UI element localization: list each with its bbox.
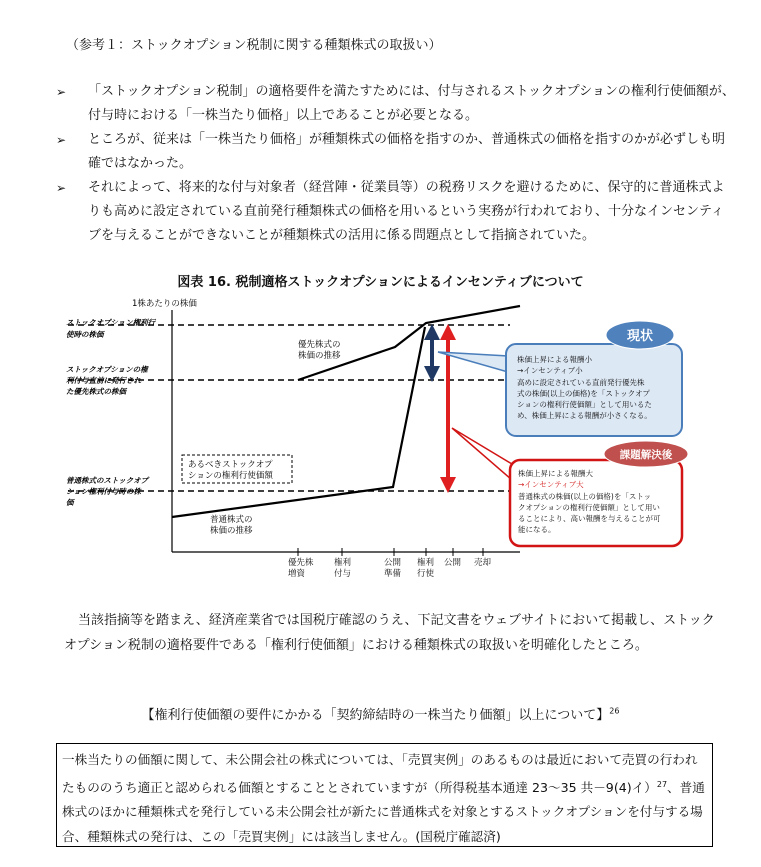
- summary-paragraph: 当該指摘等を踏まえ、経済産業省では国税庁確認のうえ、下記文書をウェブサイトにおいて掲載し、ストックオプション税制の適格要件である「権利行使価額」における種類株式の取扱いを明確化したところ。: [64, 613, 715, 653]
- bullet-list: [56, 80, 736, 248]
- level-label-exercise: ストックオプション権利行使時の株価: [66, 318, 156, 339]
- x-tick-label: 公開: [444, 558, 462, 568]
- bullet-item: [56, 128, 736, 176]
- quote-box: [56, 743, 713, 847]
- bullet-item: [56, 176, 736, 248]
- quote-text: 、普通株式のほかに種類株式を発行している未公開会社が新たに普通株式を対象とするストックオプションを付与する場合、種類株式の発行は、この「売買実例」には該当しません。(国税庁確認済): [62, 779, 705, 844]
- bullet-text: それによって、将来的な付与対象者（経営陣・従業員等）の税務リスクを避けるために、保守的に普通株式よりも高めに設定されている直前発行種類株式の価格を用いるという実務が行われており、十分なインセンティブを与えることができないことが種類株式の活用に係る問題点として指摘されていた。: [88, 180, 725, 243]
- common-series-label: 普通株式の株価の推移: [210, 515, 253, 536]
- footnote-ref[interactable]: 26: [609, 706, 620, 716]
- bullet-text: ところが、従来は「一株当たり価格」が種類株式の価格を指すのか、普通株式の価格を指すのかが必ずしも明確ではなかった。: [88, 132, 726, 171]
- x-tick-label: 優先株増資: [288, 558, 314, 579]
- bullet-arrow-icon: ➢: [56, 85, 67, 99]
- box-heading: [0, 704, 761, 723]
- bullet-arrow-icon: ➢: [56, 181, 67, 195]
- y-axis-label: 1株あたりの株価: [132, 299, 197, 309]
- incentive-chart: [60, 292, 700, 592]
- x-tick-label: 売却: [474, 558, 492, 568]
- callout-solution-pointer: [452, 428, 512, 480]
- preferred-series-label: 優先株式の株価の推移: [298, 340, 341, 361]
- quote-text: 一株当たりの価額に関して、未公開会社の株式については、「売買実例」のあるものは最近において売買の行われたもののうち適正と認められる価額とすることとされていますが（所得税基本通達 23～35 共－9(4)イ）: [62, 752, 698, 795]
- reference-title: （参考１：ストックオプション税制に関する種類株式の取扱い）: [66, 38, 442, 53]
- bullet-arrow-icon: ➢: [56, 133, 67, 147]
- footnote-ref[interactable]: 27: [656, 779, 668, 789]
- bullet-text: 「ストックオプション税制」の適格要件を満たすためには、付与されるストックオプションの権利行使価額が、付与時における「一株当たり価格」以上であることが必要となる。: [88, 84, 735, 123]
- x-tick-label: 公開準備: [384, 558, 402, 579]
- level-label-common: 普通株式のストックオプション権利付与時の株価: [66, 476, 149, 507]
- callout-current-text: 株価上昇による報酬小 →インセンティブ小 高めに設定されている直前発行優先株 式の株価(以上の価格)を「ストックオプ ションの権利行使価額」として用いるた め、株価上昇による報酬が小さくなる。: [517, 355, 652, 420]
- box-heading-text: 【権利行使価額の要件にかかる「契約締結時の一株当たり価額」以上について】: [141, 708, 610, 723]
- proper-exercise-price-label: あるべきストックオプションの権利行使価額: [188, 460, 273, 481]
- x-tick-label: 権利行使: [417, 558, 435, 579]
- bullet-item: [56, 80, 736, 128]
- callout-solution-text: 株価上昇による報酬大 →インセンティブ大 普通株式の株価(以上の価格)を「ストッ クオプションの権利行使価額」として用い ることにより、高い報酬を与えることが可 能になる。: [518, 469, 661, 534]
- figure-title: 図表 16. 税制適格ストックオプションによるインセンティブについて: [177, 275, 584, 290]
- callout-current-tag-text: 現状: [626, 329, 654, 344]
- callout-solution-tag-text: 課題解決後: [619, 449, 673, 461]
- x-tick-label: 権利付与: [334, 558, 352, 579]
- level-label-preferred: ストックオプションの権利付与直前に発行された優先株式の株価: [66, 365, 148, 396]
